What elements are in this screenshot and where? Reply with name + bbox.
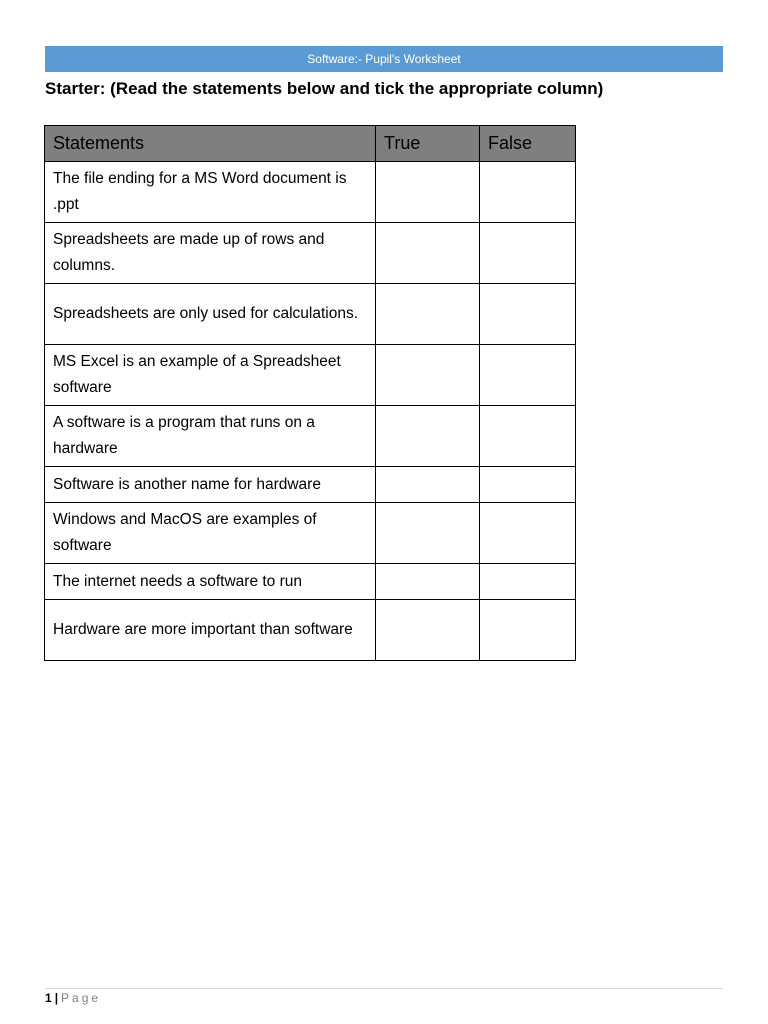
false-tick-cell[interactable] (480, 467, 576, 503)
starter-instructions: Starter: (Read the statements below and tick the appropriate column) (45, 79, 604, 98)
table-row (45, 406, 576, 467)
table-row (45, 467, 576, 503)
table-header-row (45, 126, 576, 162)
table-row (45, 162, 576, 223)
table-row (45, 223, 576, 284)
false-tick-cell[interactable] (480, 223, 576, 284)
statements-table (44, 125, 576, 661)
table-row (45, 564, 576, 600)
table-row (45, 345, 576, 406)
true-tick-cell[interactable] (376, 345, 480, 406)
true-tick-cell[interactable] (376, 162, 480, 223)
false-tick-cell[interactable] (480, 600, 576, 661)
true-tick-cell[interactable] (376, 223, 480, 284)
false-tick-cell[interactable] (480, 503, 576, 564)
statement-cell: The internet needs a software to run (45, 564, 376, 600)
statement-cell: The file ending for a MS Word document is .ppt (45, 162, 376, 223)
false-tick-cell[interactable] (480, 406, 576, 467)
false-tick-cell[interactable] (480, 564, 576, 600)
table-row (45, 600, 576, 661)
statement-cell: Spreadsheets are only used for calculations. (45, 284, 376, 345)
true-tick-cell[interactable] (376, 564, 480, 600)
statement-cell: Spreadsheets are made up of rows and columns. (45, 223, 376, 284)
false-tick-cell[interactable] (480, 284, 576, 345)
column-header-statements: Statements (45, 126, 376, 162)
footer-separator: | (54, 991, 59, 1005)
column-header-false: False (480, 126, 576, 162)
true-tick-cell[interactable] (376, 467, 480, 503)
table-row (45, 503, 576, 564)
statement-cell: A software is a program that runs on a hardware (45, 406, 376, 467)
true-tick-cell[interactable] (376, 284, 480, 345)
page-footer (45, 990, 101, 1006)
true-tick-cell[interactable] (376, 503, 480, 564)
column-header-true: True (376, 126, 480, 162)
page-number: 1 (45, 991, 52, 1005)
footer-divider (45, 988, 723, 989)
statement-cell: Hardware are more important than software (45, 600, 376, 661)
worksheet-title: Software:- Pupil's Worksheet (307, 52, 461, 66)
true-tick-cell[interactable] (376, 600, 480, 661)
statement-cell: MS Excel is an example of a Spreadsheet software (45, 345, 376, 406)
table-row (45, 284, 576, 345)
worksheet-header-bar (45, 46, 723, 72)
false-tick-cell[interactable] (480, 162, 576, 223)
statement-cell: Software is another name for hardware (45, 467, 376, 503)
true-tick-cell[interactable] (376, 406, 480, 467)
statement-cell: Windows and MacOS are examples of software (45, 503, 376, 564)
false-tick-cell[interactable] (480, 345, 576, 406)
page-label: Page (61, 991, 102, 1005)
